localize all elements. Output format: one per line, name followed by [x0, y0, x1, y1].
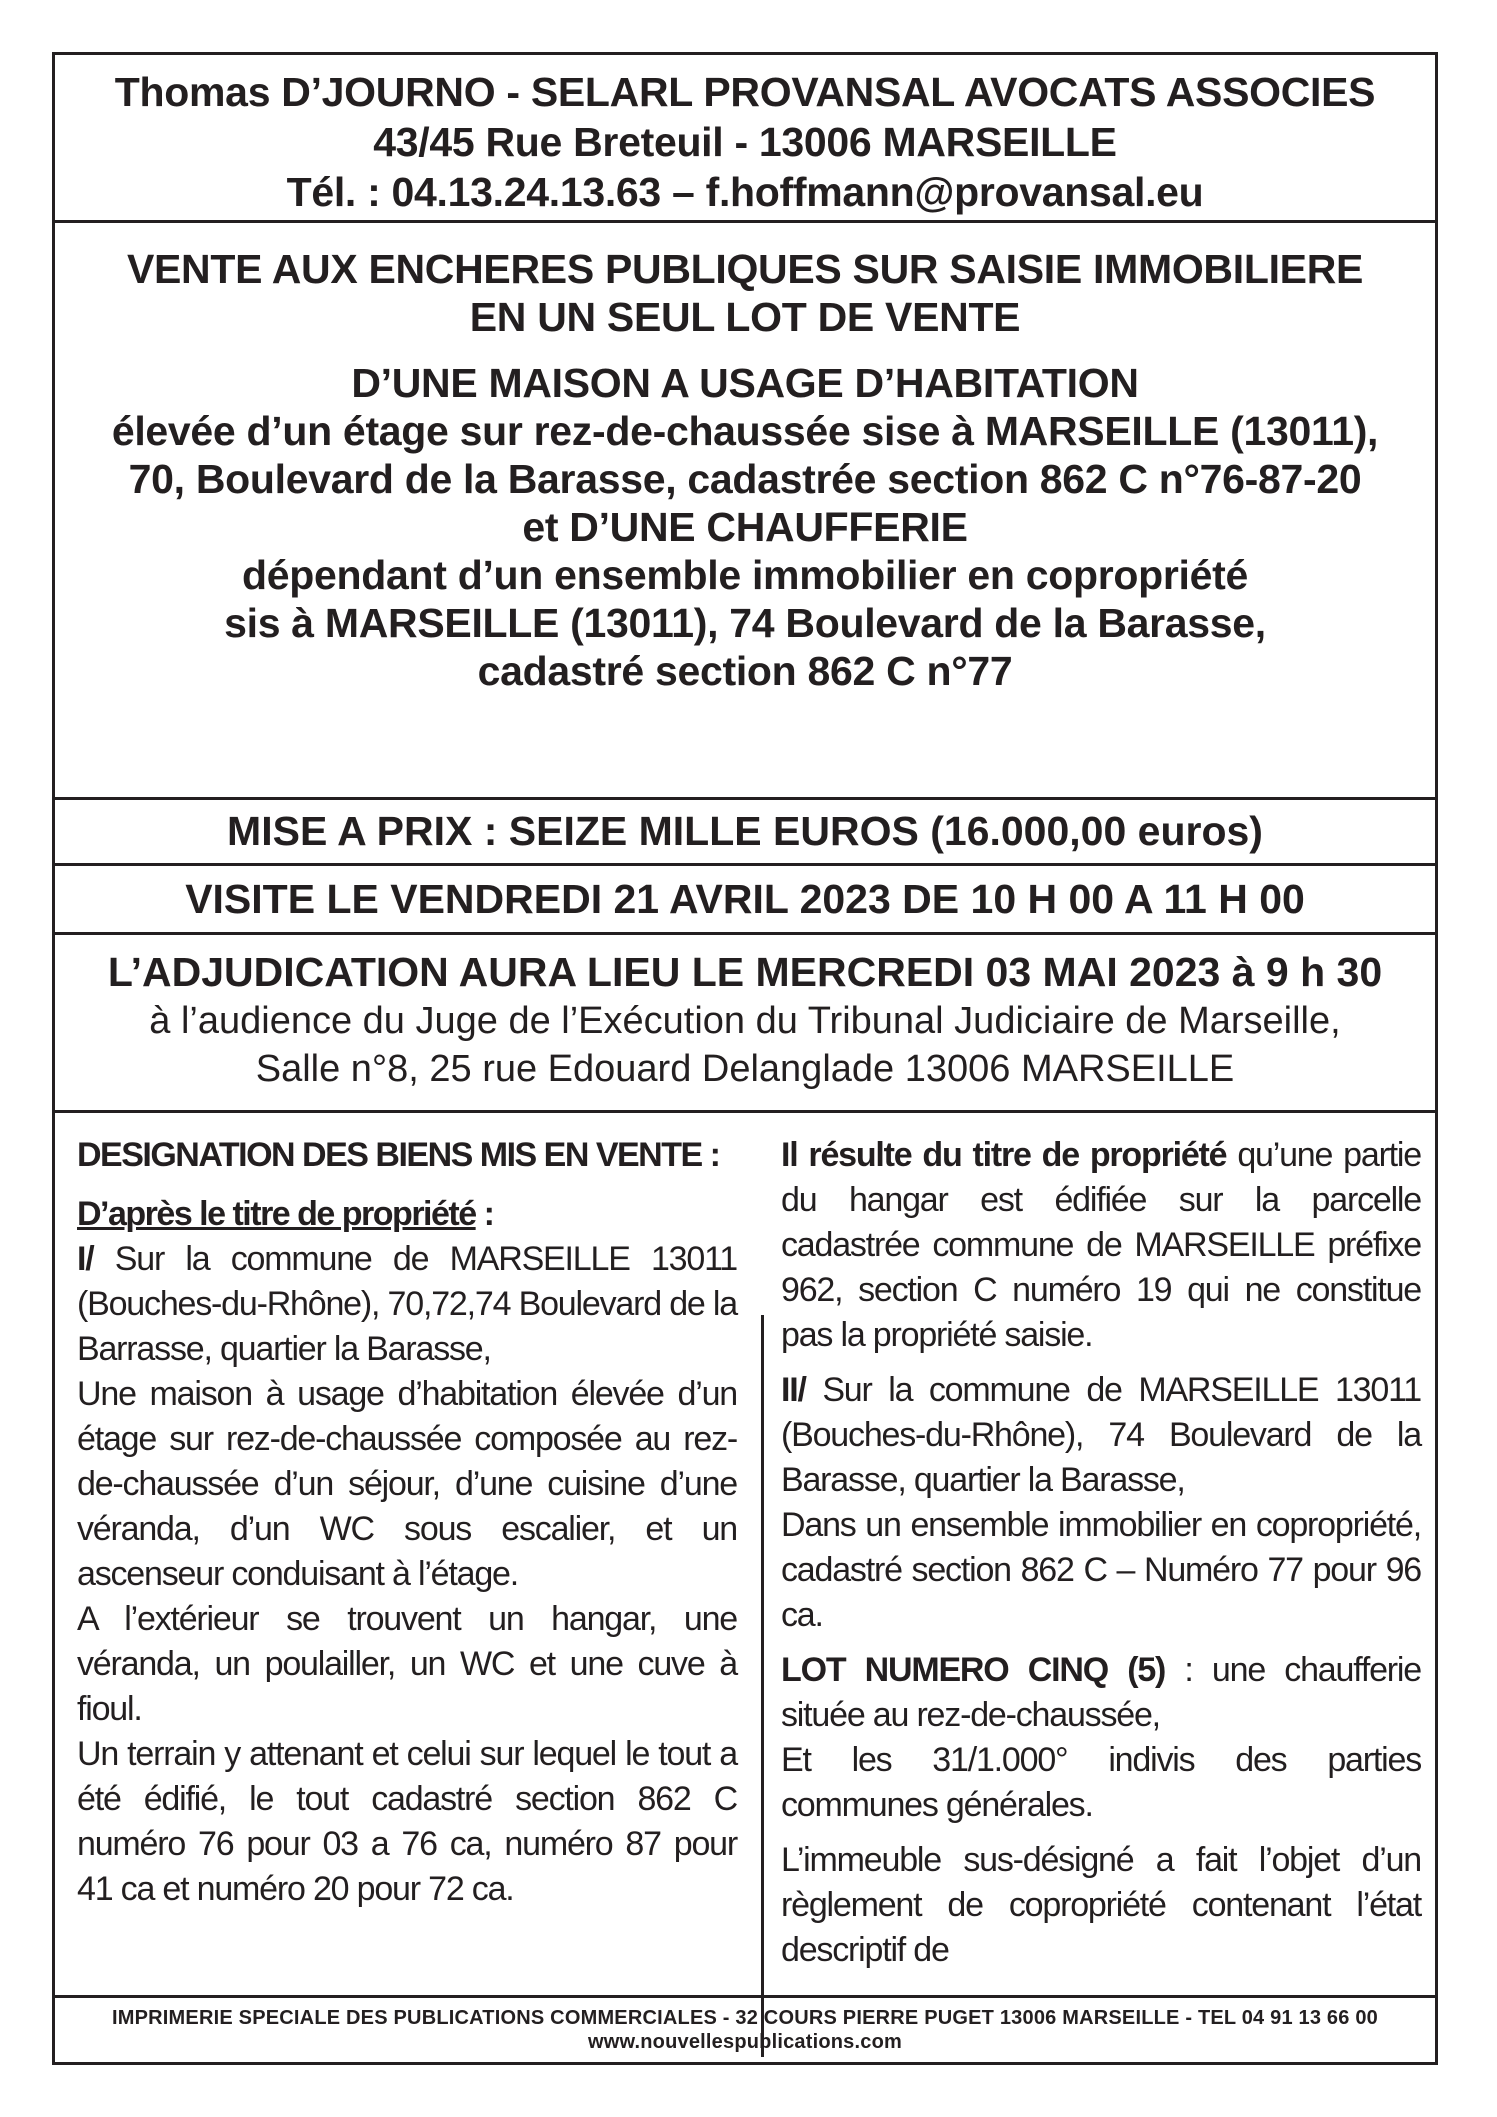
sale-desc-1: élevée d’un étage sur rez-de-chaussée sise à MARSEILLE (13011),	[111, 408, 1379, 454]
lawyer-name: Thomas D’JOURNO - SELARL PROVANSAL AVOCATS ASSOCIES	[114, 69, 1376, 115]
right-paragraph-2-text: Sur la commune de MARSEILLE 13011 (Bouches-du-Rhône), 74 Boulevard de la Barasse, quartier la Barasse,	[781, 1371, 1421, 1499]
property-designation	[55, 1113, 1435, 1995]
section-label-1: I/	[77, 1240, 94, 1278]
sale-object: D’UNE MAISON A USAGE D’HABITATION	[351, 360, 1139, 406]
sale-title-1: VENTE AUX ENCHERES PUBLIQUES SUR SAISIE IMMOBILIERE	[126, 246, 1364, 292]
column-divider	[761, 1315, 764, 2057]
right-paragraph-4	[781, 1648, 1421, 1738]
section-label-2: II/	[781, 1371, 806, 1409]
left-paragraph-3: A l’extérieur se trouvent un hangar, une véranda, un poulailler, un WC et une cuve à fioul.	[77, 1600, 737, 1728]
sale-desc-4: dépendant d’un ensemble immobilier en copropriété	[242, 552, 1248, 598]
printer-footer	[55, 1995, 1435, 2065]
notice-frame	[52, 52, 1438, 2065]
right-paragraph-2	[781, 1368, 1421, 1503]
right-paragraph-5: Et les 31/1.000° indivis des parties communes générales.	[781, 1741, 1421, 1824]
adjudication-title: L’ADJUDICATION AURA LIEU LE MERCREDI 03 MAI 2023 à 9 h 30	[107, 949, 1383, 995]
title-subheading-suffix: :	[475, 1195, 494, 1233]
lawyer-header	[55, 55, 1435, 223]
lawyer-address: 43/45 Rue Breteuil - 13006 MARSEILLE	[373, 119, 1117, 165]
lawyer-contact: Tél. : 04.13.24.13.63 – f.hoffmann@provansal.eu	[286, 169, 1204, 215]
adjudication-line-1: à l’audience du Juge de l’Exécution du Tribunal Judiciaire de Marseille,	[149, 1000, 1341, 1042]
left-paragraph-2: Une maison à usage d’habitation élevée d’un étage sur rez-de-chaussée composée au rez-de-chaussée d’un séjour, d’une cuisine d’une véranda, d’un WC sous escalier, et un ascenseur conduisant à l’étage.	[77, 1375, 737, 1593]
right-paragraph-3: Dans un ensemble immobilier en copropriété, cadastré section 862 C – Numéro 77 pour 96 ca.	[781, 1506, 1421, 1634]
sale-desc-2: 70, Boulevard de la Barasse, cadastrée section 862 C n°76-87-20	[128, 456, 1362, 502]
sale-description	[55, 223, 1435, 800]
adjudication-info	[55, 935, 1435, 1113]
right-paragraph-1-bold: Il résulte du titre de propriété	[781, 1136, 1227, 1174]
right-column	[781, 1133, 1421, 1973]
printer-info: IMPRIMERIE SPECIALE DES PUBLICATIONS COMMERCIALES - 32 COURS PIERRE PUGET 13006 MARSEILLE - TEL 04 91 13 66 00	[112, 2007, 1378, 2029]
sale-title-2: EN UN SEUL LOT DE VENTE	[469, 294, 1021, 340]
sale-desc-5: sis à MARSEILLE (13011), 74 Boulevard de la Barasse,	[224, 600, 1266, 646]
right-paragraph-1-text: qu’une partie du hangar est édifiée sur la parcelle cadastrée commune de MARSEILLE préfixe 962, section C numéro 19 qui ne constitue pas la propriété saisie.	[781, 1136, 1421, 1354]
right-paragraph-4-text: : une chaufferie située au rez-de-chaussée,	[781, 1651, 1421, 1734]
title-subheading-text: D’après le titre de propriété	[77, 1195, 476, 1233]
starting-price: MISE A PRIX : SEIZE MILLE EUROS (16.000,00 euros)	[55, 800, 1435, 866]
printer-website[interactable]: www.nouvellespublications.com	[587, 2031, 902, 2053]
visit-date: VISITE LE VENDREDI 21 AVRIL 2023 DE 10 H 00 A 11 H 00	[55, 866, 1435, 935]
adjudication-line-2: Salle n°8, 25 rue Edouard Delanglade 13006 MARSEILLE	[255, 1048, 1235, 1090]
sale-desc-3: et D’UNE CHAUFFERIE	[522, 504, 968, 550]
right-paragraph-6: L’immeuble sus-désigné a fait l’objet d’un règlement de copropriété contenant l’état descriptif de	[781, 1841, 1421, 1969]
lot-number-label: LOT NUMERO CINQ (5)	[781, 1651, 1166, 1689]
left-column	[77, 1133, 737, 1912]
left-paragraph-1	[77, 1237, 737, 1372]
left-paragraph-4: Un terrain y attenant et celui sur lequel le tout a été édifié, le tout cadastré section 862 C numéro 76 pour 03 a 76 ca, numéro 87 pour 41 ca et numéro 20 pour 72 ca.	[77, 1735, 737, 1908]
left-paragraph-1-text: Sur la commune de MARSEILLE 13011 (Bouches-du-Rhône), 70,72,74 Boulevard de la Barrasse, quartier la Barasse,	[77, 1240, 737, 1368]
sale-desc-6: cadastré section 862 C n°77	[477, 648, 1013, 694]
title-subheading	[77, 1192, 737, 1237]
right-paragraph-1	[781, 1133, 1421, 1358]
designation-heading: DESIGNATION DES BIENS MIS EN VENTE :	[77, 1136, 720, 1174]
